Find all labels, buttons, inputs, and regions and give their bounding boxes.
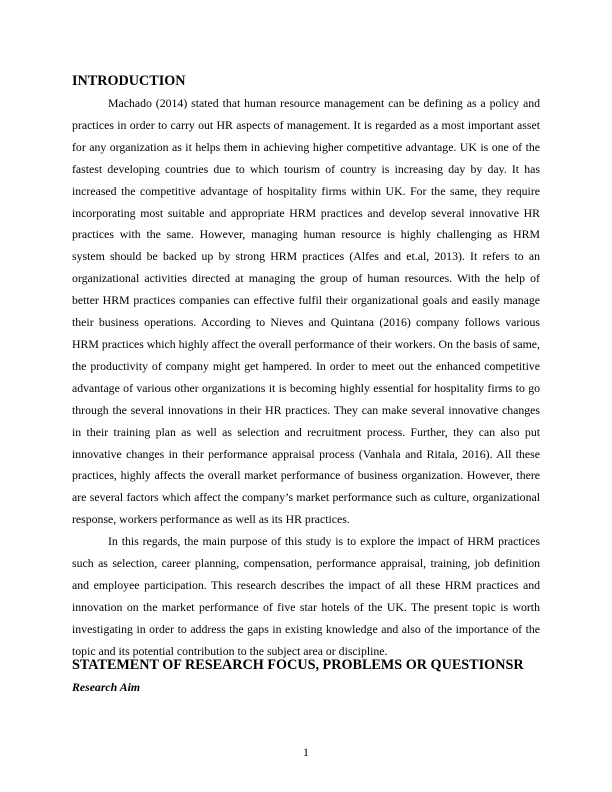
introduction-heading: INTRODUCTION [72,73,186,89]
research-focus-heading: STATEMENT OF RESEARCH FOCUS, PROBLEMS OR QUESTIONSR [72,657,524,673]
research-aim-subheading: Research Aim [72,680,141,694]
page-number: 1 [303,745,309,759]
introduction-paragraph-1: Machado (2014) stated that human resource management can be defining as a policy and practices in order to carry out HR aspects of management. It is regarded as a most important asset for any organization as it helps them in achieving higher competitive advantage. UK is one of the fastest developing countries due to which tourism of country is increasing day by day. It has increased the competitive advantage of hospitality firms within UK. For the same, they require incorporating most suitable and appropriate HRM practices and develop several innovative HR practices with the same. However, managing human resource is highly challenging as HRM system should be backed up by strong HRM practices (Alfes and et.al, 2013). It refers to an organizational activities directed at managing the group of human resources. With the help of better HRM practices companies can effective fulfil their organizational goals and easily manage their business operations. According to Nieves and Quintana (2016) company follows various HRM practices which highly affect the overall performance of their workers. On the basis of same, the productivity of company might get hampered. In order to meet out the enhanced competitive advantage of various other organizations it is becoming highly essential for hospitality firms to go through the several innovations in their HR practices. They can make several innovative changes in their training plan as well as selection and recruitment process. Further, they can also put innovative changes in their performance appraisal process (Vanhala and Ritala, 2016). All these practices, highly affects the overall market performance of business organization. However, there are several factors which affect the company’s market performance such as culture, organizational response, workers performance as well as its HR practices. [72,96,540,527]
introduction-paragraph-2: In this regards, the main purpose of this study is to explore the impact of HRM practices such as selection, career planning, compensation, performance appraisal, training, job definition and employee participation. This research describes the impact of all these HRM practices and innovation on the market performance of five star hotels of the UK. The present topic is worth investigating in order to address the gaps in existing knowledge and also of the importance of the topic and its potential contribution to the subject area or discipline. [72,534,540,658]
